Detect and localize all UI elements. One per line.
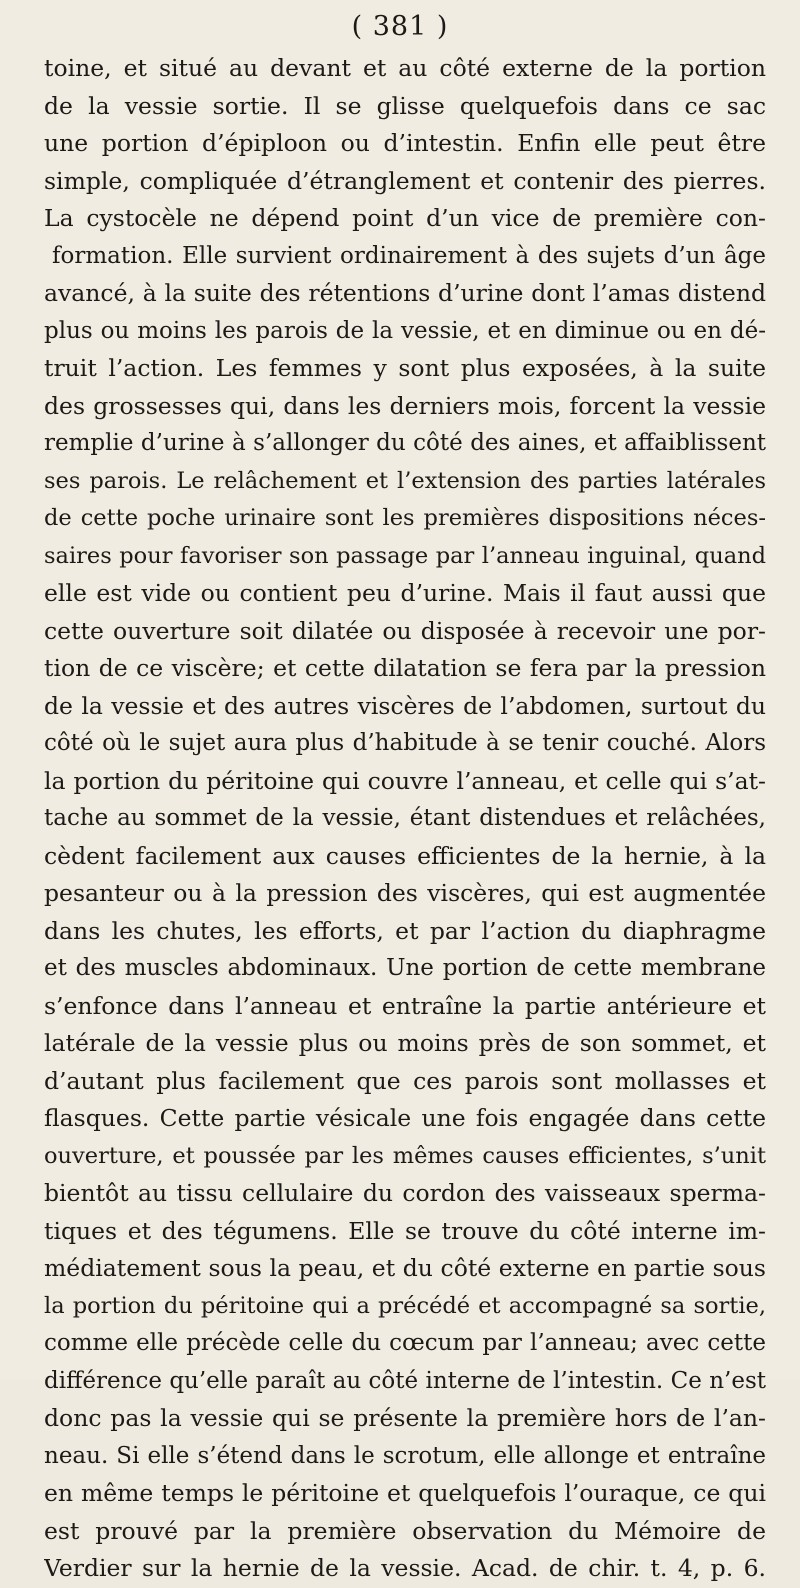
text-line: tion de ce viscère; et cette dilatation se fera par la pression: [44, 654, 766, 682]
text-line: elle est vide ou contient peu d’urine. Mais il faut aussi que: [44, 579, 766, 607]
text-line: en même temps le péritoine et quelquefois l’ouraque, ce qui: [44, 1479, 766, 1507]
text-line: tiques et des tégumens. Elle se trouve du côté interne im-: [44, 1216, 766, 1245]
text-line: truit l’action. Les femmes y sont plus exposées, à la suite: [44, 354, 766, 382]
text-line: neau. Si elle s’étend dans le scrotum, elle allonge et entraîne: [44, 1442, 766, 1469]
text-line: cette ouverture soit dilatée ou disposée à recevoir une por-: [44, 616, 766, 645]
text-line: tache au sommet de la vessie, étant distendues et relâchées,: [44, 805, 766, 831]
page-number: ( 381 ): [351, 11, 449, 42]
text-line: cèdent facilement aux causes efficientes de la hernie, à la: [44, 841, 766, 870]
text-line: formation. Elle survient ordinairement à des sujets d’un âge: [52, 242, 766, 269]
text-line: d’autant plus facilement que ces parois sont mollasses et: [44, 1066, 766, 1095]
text-line: donc pas la vessie qui se présente la première hors de l’an-: [44, 1404, 766, 1432]
text-line: bientôt au tissu cellulaire du cordon des vaisseaux sperma-: [44, 1179, 766, 1207]
text-line: toine, et situé au devant et au côté externe de la portion: [44, 54, 766, 82]
text-line: saires pour favoriser son passage par l’anneau inguinal, quand: [44, 542, 766, 569]
text-line: La cystocèle ne dépend point d’un vice de première con-: [44, 204, 766, 232]
text-line: remplie d’urine à s’allonger du côté des aines, et affaiblissent: [44, 430, 766, 456]
text-line: de la vessie et des autres viscères de l’abdomen, surtout du: [44, 691, 766, 720]
text-line: des grossesses qui, dans les derniers mois, forcent la vessie: [44, 391, 766, 420]
text-line: latérale de la vessie plus ou moins près de son sommet, et: [44, 1029, 766, 1057]
text-line: avancé, à la suite des rétentions d’urine dont l’amas distend: [44, 279, 766, 307]
text-line: côté où le sujet aura plus d’habitude à se tenir couché. Alors: [44, 730, 766, 756]
text-line: de cette poche urinaire sont les premières dispositions néces-: [44, 505, 766, 531]
text-line: simple, compliquée d’étranglement et contenir des pierres.: [44, 166, 766, 195]
text-line: ouverture, et poussée par les mêmes causes efficientes, s’unit: [44, 1142, 766, 1169]
text-line: et des muscles abdominaux. Une portion de cette membrane: [44, 955, 766, 981]
text-line: de la vessie sortie. Il se glisse quelquefois dans ce sac: [44, 91, 766, 120]
text-line: s’enfonce dans l’anneau et entraîne la partie antérieure et: [44, 991, 766, 1020]
text-line: ses parois. Le relâchement et l’extension des parties latérales: [44, 467, 766, 494]
text-line: une portion d’épiploon ou d’intestin. Enfin elle peut être: [44, 129, 766, 157]
text-line: la portion du péritoine qui a précédé et accompagné sa sortie,: [44, 1292, 766, 1319]
text-line: pesanteur ou à la pression des viscères, qui est augmentée: [44, 879, 766, 907]
text-line: flasques. Cette partie vésicale une fois engagée dans cette: [44, 1104, 766, 1132]
text-line: est prouvé par la première observation du Mémoire de: [44, 1516, 766, 1545]
text-line: médiatement sous la peau, et du côté externe en partie sous: [44, 1254, 766, 1282]
body-text: [44, 50, 766, 1588]
text-line: dans les chutes, les efforts, et par l’action du diaphragme: [44, 916, 766, 945]
text-line: comme elle précède celle du cœcum par l’anneau; avec cette: [44, 1330, 766, 1356]
text-line: plus ou moins les parois de la vessie, et en diminue ou en dé-: [44, 317, 766, 344]
text-line: Verdier sur la hernie de la vessie. Acad. de chir. t. 4, p. 6.: [44, 1554, 766, 1582]
text-line: différence qu’elle paraît au côté interne de l’intestin. Ce n’est: [44, 1367, 766, 1394]
text-line: la portion du péritoine qui couvre l’anneau, et celle qui s’at-: [44, 766, 766, 795]
